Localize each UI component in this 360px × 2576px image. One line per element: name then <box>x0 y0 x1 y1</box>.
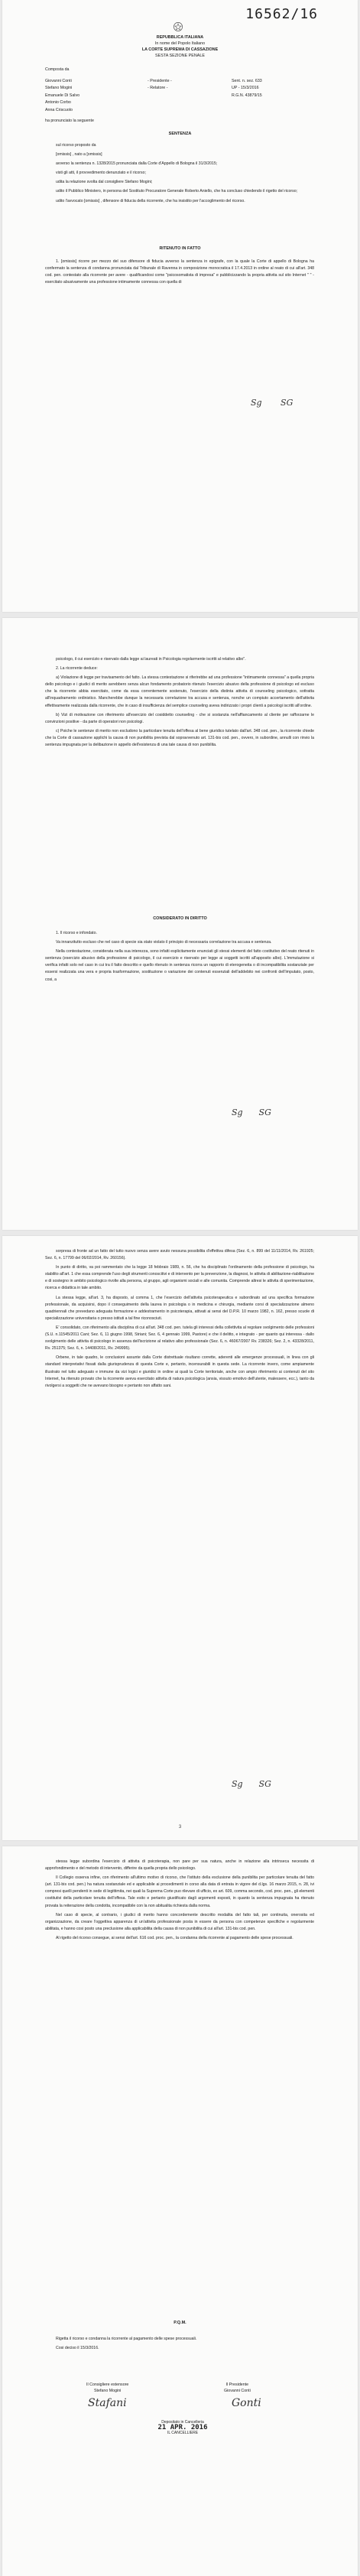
right-signer-name: Giovanni Conti <box>224 2389 251 2393</box>
law-paragraph: stessa legge subordina l'esercizio di attivita di psicoterapia, non pare per sua natura, anche in relazione alla intrinseca necessita di approfondimento e del metodo di intervento, differire da quella propria dello psicologo. <box>45 1859 314 1872</box>
judge-name: Giovanni Conti <box>45 79 72 83</box>
deposit-date: 21 APR. 2016 <box>157 2424 208 2431</box>
judges-list <box>45 78 79 114</box>
intro-paragraph: [omissis] , nato a [omissis] <box>56 152 102 158</box>
judge-role: - Relatore - <box>148 86 168 91</box>
law-paragraph: Nel caso di specie, al contrario, i giudici di merito hanno concordemente descritto modalita del fatto tali, per continuita, onerosita ed organizzazione, da creare l'oggettiva apparenza di un'attivita professionale posta in essere da persona con competenze specifiche e regolarmente abilitata, e hanno cosi posto una preclusione alla applicabilita della causa di non punibilita di cui all'art. 131-bis cod. pen. <box>45 1912 314 1931</box>
intro-paragraph: udito il Pubblico Ministero, in persona del Sostituto Procuratore Generale Roberto Aniello, che ha concluso chiedendo il rigetto del ricorso; <box>56 189 298 194</box>
law-paragraph: Al rigetto del ricorso consegue, ai sensi dell'art. 616 cod. proc. pen., la condanna della ricorrente al pagamento delle spese processuali. <box>56 1935 294 1940</box>
intro-block <box>45 142 314 207</box>
page-2 <box>2 618 358 1230</box>
fact-paragraph: b) Vizi di motivazione con riferimento all'esercizio del cosiddetto counseling - che si sostanzia nell'affiancamento al cliente per rafforzarne le convinzioni positive - da parte di operatori non psicologi. <box>45 712 314 724</box>
fact-paragraph: a) Violazione di legge per travisamento del fatto. La stessa contestazione si riferirebbe ad una professione "intimamente connessa" a quella propria dello psicologo e i giudici di merito avrebbero senza alcun fondamento probatorio ritenuto l'esercizio abusivo della professione di psicologo ed escluso che la ricorrente abbia esercitato, come da essa correntemente sostenuto, l'esercizio della distinta attivita di counseling psicologico, sottratta all'inquadramento ordinistico. Mancherebbe dunque la necessaria correlazione tra accusa e sentenza, nonche un compiuto accertamento dell'attivita effettivamente realizzata dalla ricorrente, che in caso di insufficienza del semplice counseling aveva indirizzato i propri clienti a psicologi iscritti all'ordine. <box>45 675 314 708</box>
judge-name: Stefano Mogini <box>45 86 73 91</box>
republic-heading: REPUBBLICA ITALIANA <box>156 35 204 40</box>
deposit-footer: IL CANCELLIERE <box>167 2431 199 2435</box>
page-3 <box>2 1236 358 1840</box>
judge-role: - Presidente - <box>148 79 172 83</box>
fact-block-1 <box>45 259 314 288</box>
deposit-label: Depositato in Cancelleria <box>161 2420 204 2425</box>
intro-paragraph: udito l'avvocato [omissis] , difensore di fiducia della ricorrente, che ha insistito per l'accoglimento del ricorso. <box>56 198 245 203</box>
fact-block-2 <box>45 656 314 751</box>
people-heading: In nome del Popolo Italiano <box>154 41 206 46</box>
intro-paragraph: sul ricorso proposto da <box>56 143 96 148</box>
deposit-stamp <box>152 2420 213 2436</box>
pqm-text: Rigetta il ricorso e condanna la ricorrente al pagamento delle spese processuali. <box>56 2337 197 2341</box>
page-number: 3 <box>178 1825 182 1830</box>
fact-paragraph: 1. [omissis] ricorre per mezzo del suo difensore di fiducia avverso la sentenza in epigrafe, con la quale la Corte di appello di Bologna ha confermato la sentenza di condanna pronunciata dal Tribunale di Ravenna in composizione monocratica il 17.4.2013 in ordine al reato di cui all'art. 348 cod. pen. contestato alla ricorrente per avere - qualificandosi come "psicosomatista di impresa" e pubblicizzando la propria attivita sul sito Internet " " - esercitato abusivamente una professione intimamente connessa con quella di <box>45 259 314 285</box>
law-block-2 <box>45 1248 314 1392</box>
left-signature-block <box>86 2382 128 2394</box>
law-paragraph: sorpresa di fronte ad un fatto del tutto nuovo senza avere avuto nessuna possibilita d'effettiva difesa (Sez. 6, n. 899 del 11/11/2014, Rv. 261925; Sez. 6, n. 17799 del 06/02/2014, Rv. 260156). <box>45 1249 314 1261</box>
sentence-number: Sent. n. sez. 633 <box>232 79 262 83</box>
law-title: CONSIDERATO IN DIRITTO <box>153 916 207 921</box>
sentence-title: SENTENZA <box>168 132 192 136</box>
composition-intro: Composta da <box>45 67 70 72</box>
law-paragraph: Nella contestazione, considerata nella sua interezza, sono infatti esplicitamente enunciati gli stessi elementi del fatto costitutivo del reato ritenuti in sentenza (esercizio abusivo della professione di psicologo, il cui esercizio e riservato per legge ai soggetti iscritti all'apposito albo). L'immutazione si verifica infatti solo nel caso in cui tra il fatto descritto e quello ritenuto in sentenza ricorra un rapporto di eterogeneita o di incompatibilita sostanziale per essersi realizzata una vera e propria trasformazione, sostituzione o variazione dei contenuti essenziali dell'addebito nei confronti dell'imputato, posto, cosi, a <box>45 949 314 982</box>
registry-number: 16562/16 <box>245 6 318 22</box>
pqm-title: P.Q.M. <box>174 2321 186 2325</box>
italian-emblem-icon <box>173 21 183 32</box>
law-paragraph: Orbene, in tale quadro, le conclusioni assunte dalla Corte distrettuale risultano corrette, aderenti alle emergenze processuali, in linea con gli standard interpretativi fissati dalla giurisprudenza di questa Corte e, pertanto, incensurabili in questa sede. La ricorrente invero, come ampiamente illustrato nel tutto adeguato e immune da vizi logici e giuridici in ordine ai quali la Corte territoriale, anche con ampio riferimento ai contenuti del sito Internet, ha ritenuto provato che la ricorrente aveva esercitato attivita di natura psicologica (ansia, vissuto emotivo dell'utente, malessere, ecc.), tanto da rivolgersi a soggetti che ne avevano bisogno e pertanto non affatto sani. <box>45 1355 314 1388</box>
judge-name: Antonio Corbo <box>45 100 71 106</box>
intro-paragraph: visti gli atti, il provvedimento denunziato e il ricorso; <box>56 171 146 176</box>
fact-title: RITENUTO IN FATTO <box>159 246 201 251</box>
law-paragraph: Va innanzitutto escluso che nel caso di specie sia stato violato il principio di necessaria correlazione tra accusa e sentenza. <box>56 940 272 945</box>
section-heading: SESTA SEZIONE PENALE <box>155 54 205 58</box>
initials-signature: Sg SG <box>232 1107 271 1117</box>
hearing-date: UP - 15/3/2016 <box>232 86 259 91</box>
fact-paragraph: c) Poiche le sentenze di merito non escludono la particolare tenuita dell'offesa al bene giuridico tutelato dall'art. 348 cod. pen., la ricorrente chiede che la Corte di cassazione applichi la causa di non punibilita prevista dal sopravvenuto art. 131-bis cod. pen., ovvero, in subordine, annulli con rinvio la sentenza impugnata per la delibazione in appello dell'esistenza di una tale causa di non punibilita. <box>45 728 314 748</box>
left-signer-name: Stefano Mogini <box>94 2389 122 2393</box>
rgn-number: R.G.N. 43879/15 <box>232 93 262 98</box>
page-4 <box>2 1846 358 2576</box>
estensore-signature: Stafani <box>88 2397 127 2409</box>
law-block-3 <box>45 1859 314 1944</box>
law-block-1 <box>45 930 314 986</box>
presidente-signature: Gonti <box>232 2397 261 2409</box>
case-meta <box>232 78 262 99</box>
pqm-block <box>45 2336 314 2354</box>
judge-name: Emanuele Di Salvo <box>45 93 80 98</box>
intro-paragraph: udita la relazione svolta dal consigliere Stefano Mogini; <box>56 180 153 185</box>
law-paragraph: Il Collegio osserva infine, con riferimento all'ultimo motivo di ricorso, che l'istituto della esclusione della punibilita per particolare tenuita del fatto (art. 131-bis cod. pen.) ha natura sostanziale ed e applicabile ai procedimenti in corso alla data di entrata in vigore del d.lgs. 16 marzo 2015, n. 28, ivi compresi quelli pendenti in sede di legittimita, nei quali la Suprema Corte puo rilevare di ufficio, ex art. 609, comma secondo, cod. proc. pen., gli elementi costitutivi della particolare tenuita dell'offesa. Tale esito e pertanto giustificato dagli argomenti esposti, in quanto la sentenza impugnata ha ritenuto provata la reiterazione della condotta, incompatibile con la non abitualita richiesta dalla norma. <box>45 1875 314 1908</box>
fact-paragraph: psicologo, il cui esercizio e riservato dalla legge ai laureati in Psicologia regolarmente iscritti al relativo albo". <box>56 657 246 662</box>
law-paragraph: 1. Il ricorso e infondato. <box>56 931 97 935</box>
initials-signature: Sg SG <box>232 1779 271 1789</box>
law-paragraph: La stessa legge, all'art. 3, ha disposto, al comma 1, che l'esercizio dell'attivita psicoterapeutica e subordinato ad una specifica formazione professionale, da acquisirsi, dopo il conseguimento della laurea in psicologia o in medicina e chirurgia, mediante corsi di specializzazione almeno quadriennali che prevedano adeguata formazione e addestramento in psicoterapia, attivati ai sensi del D.P.R. 10 marzo 1982, n. 162, presso scuole di specializzazione universitaria o presso istituti a tal fine riconosciuti. <box>45 1295 314 1321</box>
decision-date: Cosi deciso il 15/3/2016. <box>56 2346 99 2351</box>
judge-name: Anna Criscuolo <box>45 107 73 112</box>
right-signature-block <box>224 2382 251 2394</box>
right-signer-role: Il Presidente <box>225 2382 249 2387</box>
court-heading: LA CORTE SUPREMA DI CASSAZIONE <box>141 47 219 52</box>
law-paragraph: In punto di diritto, va poi rammentato che la legge 18 febbraio 1989, n. 56, che ha disciplinato l'ordinamento della professione di psicologo, ha stabilito all'art. 1 che essa comprende l'uso degli strumenti conoscitivi e di intervento per la prevenzione, la diagnosi, le attivita di abilitazione-riabilitazione e di sostegno in ambito psicologico rivolte alla persona, al gruppo, agli organismi sociali e alle comunita. Comprende altresi le attivita di sperimentazione, ricerca e didattica in tale ambito. <box>45 1265 314 1291</box>
judges-roles <box>148 78 172 93</box>
law-paragraph: E' consolidato, con riferimento alla disciplina di cui all'art. 348 cod. pen. tutela gli interessi della collettivita al regolare svolgimento delle professioni (S.U. n.11545/2011 Cani; Sez. 6, 11 giugno 1998, Striani; Sez. 6, 4 gennaio 1999, Pastore) e che il delitto, e integrato - per quanto qui interessa - dallo svolgimento delle attivita di psicologo in assenza dell'iscrizione al relativo albo professionale (Sez. 6, n. 46067/2007 Rv. 238326; Sez. 2, n. 43328/2011, Rv. 251375; Sez. 6, n. 14408/2011, Rv. 249995). <box>45 1325 314 1351</box>
intro-paragraph: avverso la sentenza n. 1328/2015 pronunciata dalla Corte d'Appello di Bologna il 31/3/2015; <box>56 161 218 167</box>
initials-signature: Sg SG <box>251 398 294 408</box>
page-1 <box>2 0 358 612</box>
left-signer-role: Il Consigliere estensore <box>86 2382 129 2387</box>
pronounced-text: ha pronunciato la seguente <box>45 119 94 123</box>
fact-paragraph: 2. La ricorrente deduce: <box>56 666 98 672</box>
